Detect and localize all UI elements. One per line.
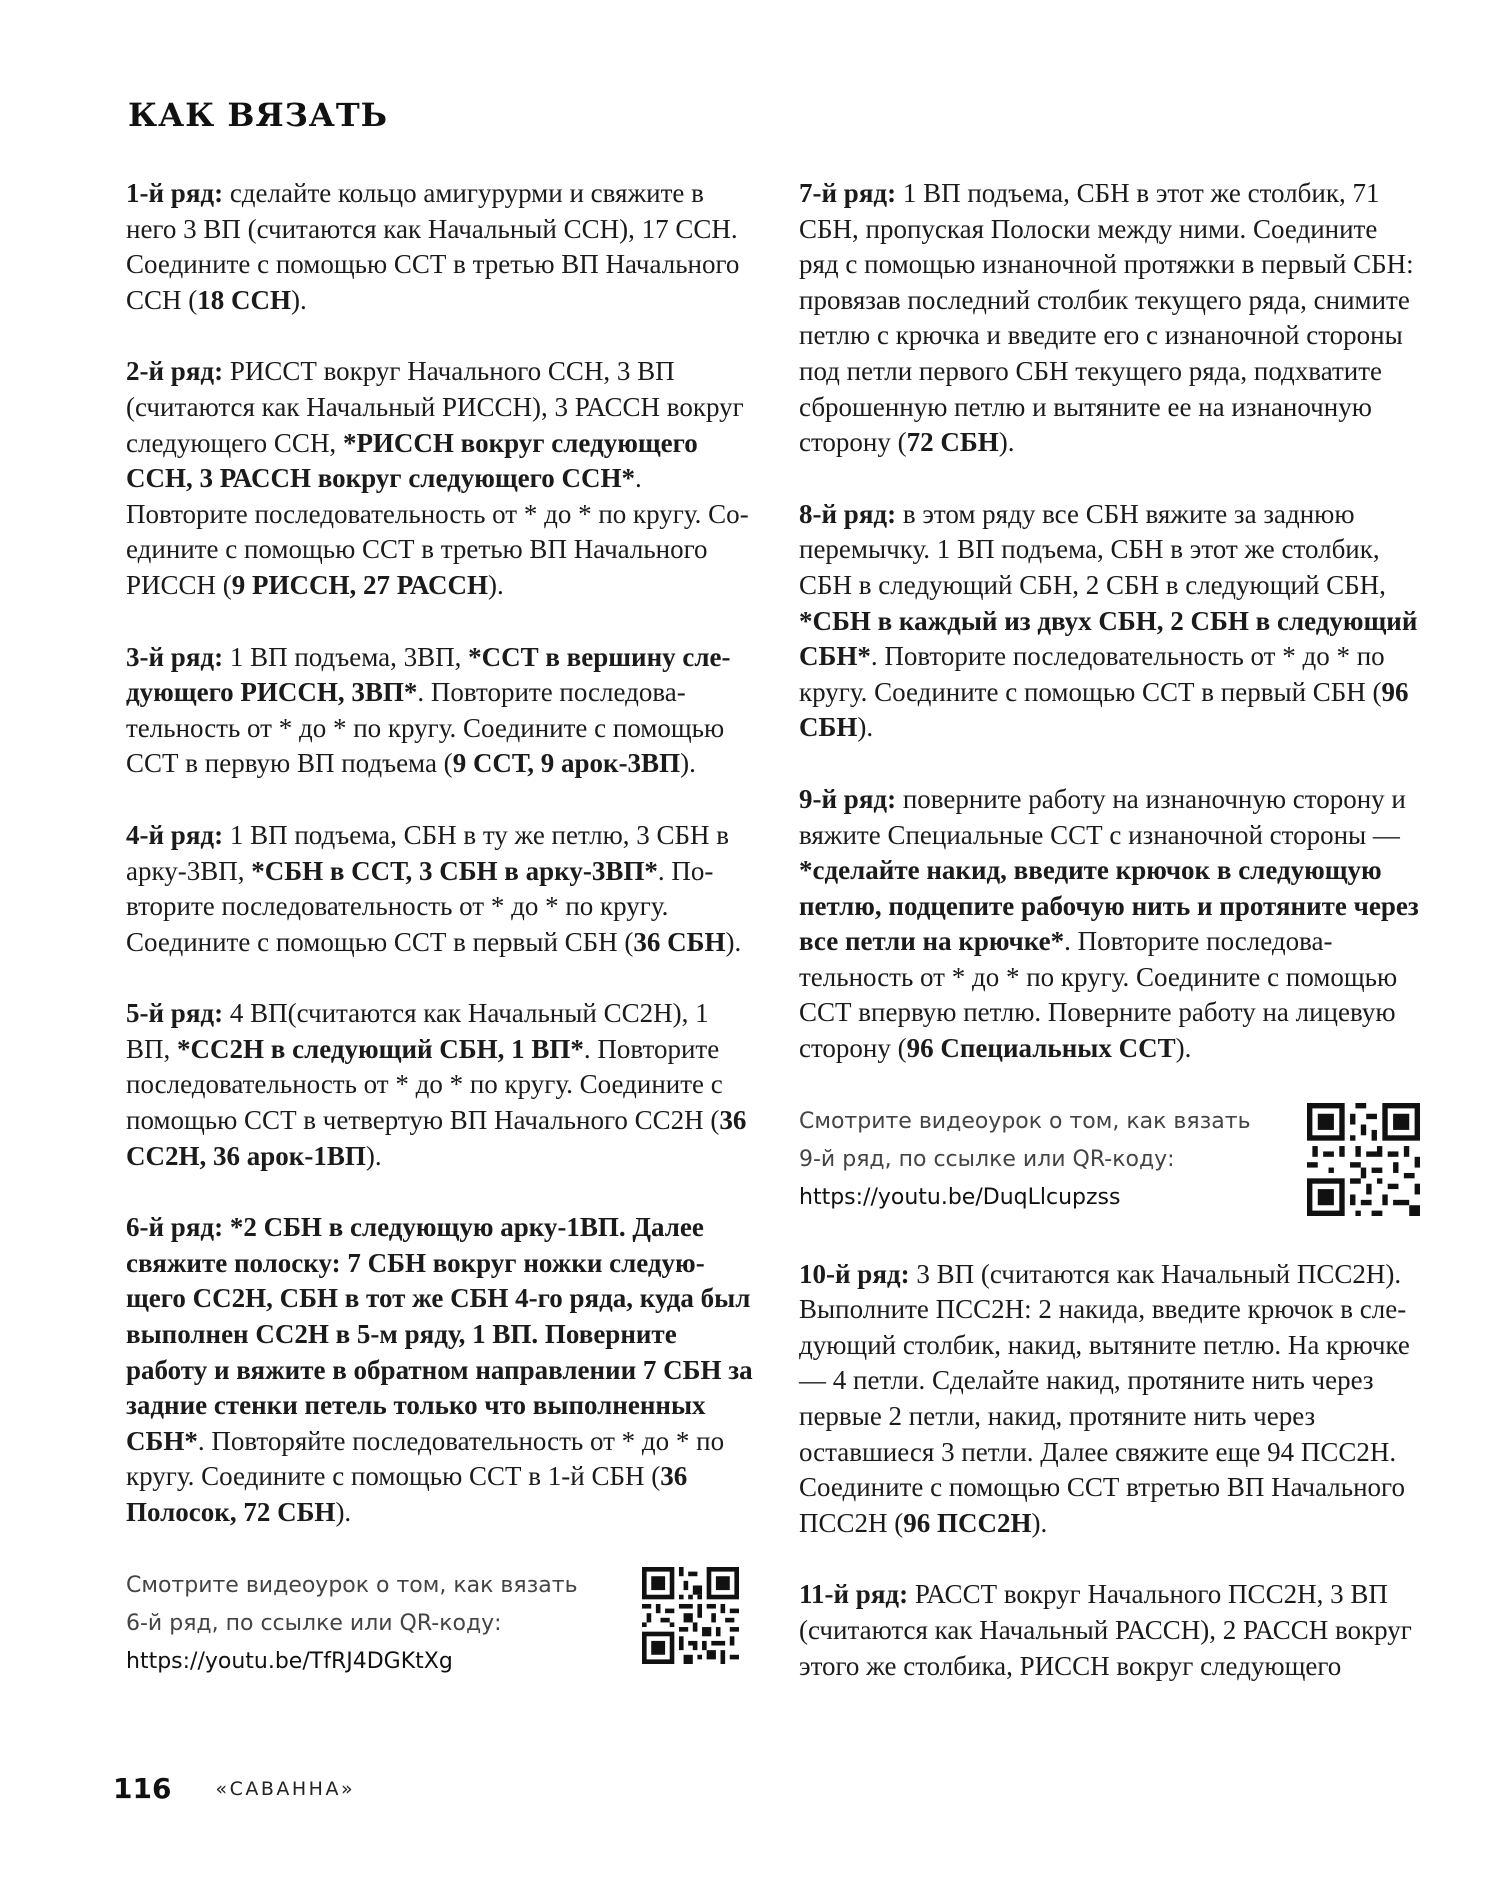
row-label: 10-й ряд:: [799, 1258, 910, 1289]
row-label: 3-й ряд:: [126, 641, 224, 672]
video-lesson-box-row-9: [799, 1103, 1421, 1221]
row-6-instruction: 6-й ряд: *2 СБН в следующую арку-1ВП. Далее свяжите полоску: 7 СБН вокруг ножки следующего СС2Н, СБН в тот же СБН 4-го ряда, куда был выполнен СС2Н в 5-м ряду, 1 ВП. Поверните работу и вяжите в обратном направлении 7 СБН за задние стенки петель только что выполненных СБН*. Повторяйте последовательность от * до * по кругу. Соедините с помощью ССТ в 1-й СБН (36 Полосок, 72 СБН).: [126, 1212, 753, 1527]
row-label: 8-й ряд:: [799, 498, 897, 529]
row-label: 7-й ряд:: [799, 178, 897, 208]
row-7-instruction: 7-й ряд: 1 ВП подъема, СБН в этот же столбик, 71 СБН, пропуская Полоски между ними. Соедините ряд с помощью изнаночной протяжки в первый СБН: провязав последний столбик текущего ряда, снимите петлю с крючка и введите его с изнаночной стороны под петли первого СБН текущего ряда, подхватите сброшенную петлю и вытяните ее на изнаночную сторону (72 СБН).: [799, 178, 1414, 458]
row-label: 4-й ряд:: [126, 819, 224, 850]
row-5-instruction: 5-й ряд: 4 ВП(считаются как Начальный СС2Н), 1 ВП, *СС2Н в следующий СБН, 1 ВП*. Повторите последовательность от * до * по кругу. Соедините с помощью ССТ в четвертую ВП Начального СС2Н (36 СС2Н, 36 арок-1ВП).: [126, 998, 747, 1171]
video-lesson-box-row-6: [126, 1567, 753, 1685]
left-column: [126, 176, 753, 1721]
row-10-instruction: 10-й ряд: 3 ВП (считаются как Начальный ПСС2Н). Выполните ПСС2Н: 2 накида, введите крючок в следующий столбик, накид, вытяните петлю. На крючке — 4 петли. Сделайте накид, протяните нить через первые 2 петли, накид, протяните нить через оставшиеся 3 петли. Далее свяжите еще 94 ПСС2Н. Соедините с помощью ССТ втретью ВП Начального ПСС2Н (96 ПСС2Н).: [799, 1258, 1410, 1538]
row-3-instruction: 3-й ряд: 1 ВП подъема, 3ВП, *ССТ в вершину следующего РИССН, 3ВП*. Повторите последовательность от * до * по кругу. Соедините с помощью ССТ в первую ВП подъема (9 ССТ, 9 арок-3ВП).: [126, 641, 731, 779]
qr-code-icon[interactable]: [1307, 1103, 1420, 1216]
page-number: 116: [113, 1772, 172, 1805]
video-lesson-caption: Смотрите видеоурок о том, как вязать: [799, 1108, 1251, 1134]
qr-code-icon[interactable]: [642, 1567, 739, 1664]
video-lesson-caption: 6-й ряд, по ссылке или QR-коду:: [126, 1610, 502, 1636]
video-link[interactable]: https://youtu.be/TfRJ4DGKtXg: [126, 1648, 453, 1674]
row-label: 6-й ряд:: [126, 1212, 224, 1243]
row-label: 5-й ряд:: [126, 998, 224, 1029]
row-4-instruction: 4-й ряд: 1 ВП подъема, СБН в ту же петлю, 3 СБН в арку-3ВП, *СБН в ССТ, 3 СБН в арку-3ВП*. Повторите последовательность от * до * по кругу. Соедините с помощью ССТ в первый СБН (36 СБН).: [126, 819, 742, 957]
row-2-instruction: 2-й ряд: РИССТ вокруг Начального ССН, 3 ВП (считаются как Начальный РИССН), 3 РАССН вокруг следующего ССН, *РИССН вокруг следующего ССН, 3 РАССН вокруг следующего ССН*. Повторите последовательность от * до * по кругу. Соедините с помощью ССТ в третью ВП Начального РИССН (9 РИССН, 27 РАССН).: [126, 356, 749, 600]
row-label: 11-й ряд:: [799, 1579, 909, 1610]
video-lesson-caption: 9-й ряд, по ссылке или QR-коду:: [799, 1146, 1175, 1172]
video-link[interactable]: https://youtu.be/DuqLlcupzss: [799, 1184, 1121, 1210]
page-footer: [113, 1772, 355, 1805]
page-title: КАК ВЯЗАТЬ: [128, 96, 389, 134]
row-1-instruction: 1-й ряд: сделайте кольцо амигурурми и свяжите в него 3 ВП (считаются как Начальный ССН), 17 ССН. Соедините с помощью ССТ в третью ВП Начального ССН (18 ССН).: [126, 178, 740, 315]
row-9-instruction: 9-й ряд: поверните работу на изнаночную сторону и вяжите Специальные ССТ с изнаночной стороны — *сделайте накид, введите крючок в следующую петлю, подцепите рабочую нить и протяните через все петли на крючке*. Повторите последовательность от * до * по кругу. Соедините с помощью ССТ впервую петлю. Поверните работу на лицевую сторону (96 Специальных ССТ).: [799, 783, 1419, 1064]
row-label: 2-й ряд:: [126, 356, 224, 387]
row-11-instruction: 11-й ряд: РАССТ вокруг Начального ПСС2Н, 3 ВП (считаются как Начальный РАССН), 2 РАССН вокруг этого же столбика, РИССН вокруг следующего: [799, 1579, 1412, 1681]
row-8-instruction: 8-й ряд: в этом ряду все СБН вяжите за заднюю перемычку. 1 ВП подъема, СБН в этот же столбик, СБН в следующий СБН, 2 СБН в следующий СБН, *СБН в каждый из двух СБН, 2 СБН в следующий СБН*. Повторите последовательность от * до * по кругу. Соедините с помощью ССТ в первый СБН (96 СБН).: [799, 498, 1418, 743]
row-label: 1-й ряд:: [126, 178, 224, 208]
row-label: 9-й ряд:: [799, 783, 897, 814]
right-column: [799, 176, 1421, 1720]
section-name: «САВАННА»: [215, 1778, 356, 1800]
video-lesson-caption: Смотрите видеоурок о том, как вязать: [126, 1572, 578, 1598]
